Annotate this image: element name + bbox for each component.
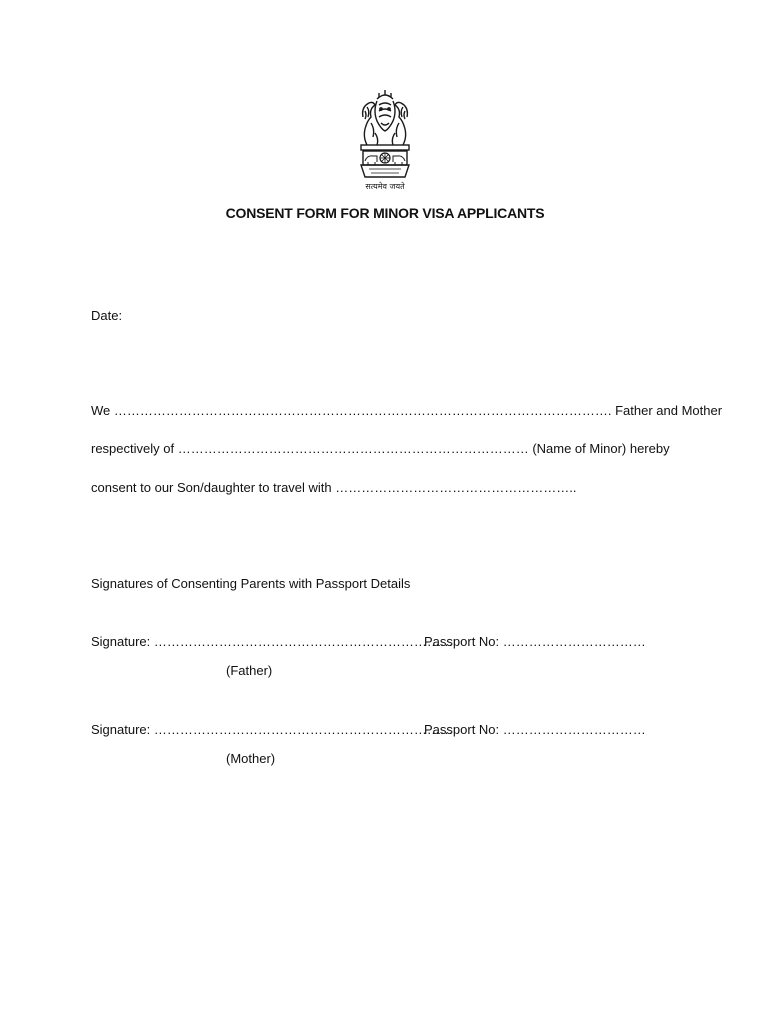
- consent-paragraph-line-1: We ……………………………………………………………………………………………………. Father and Mother: [91, 403, 723, 418]
- state-emblem-icon: [355, 89, 415, 181]
- mother-signature-line: Signature: ……………………………………………………………: [91, 722, 453, 737]
- signatures-heading: Signatures of Consenting Parents with Passport Details: [91, 576, 411, 591]
- form-title: CONSENT FORM FOR MINOR VISA APPLICANTS: [225, 205, 545, 221]
- father-signature-line: Signature: ……………………………………………………………: [91, 634, 453, 649]
- state-emblem: [355, 89, 415, 193]
- consent-paragraph-line-3: consent to our Son/daughter to travel with ………………………………………………..: [91, 480, 577, 495]
- consent-paragraph-line-2: respectively of ……………………………………………………………………… (Name of Minor) hereby: [91, 441, 670, 456]
- date-field-label: Date:: [91, 308, 123, 323]
- mother-label: (Mother): [226, 751, 276, 766]
- mother-passport-line: Passport No: ……………………………: [424, 722, 646, 737]
- father-label: (Father): [226, 663, 273, 678]
- emblem-motto: सत्यमेव जयते: [365, 182, 405, 191]
- father-passport-line: Passport No: ……………………………: [424, 634, 646, 649]
